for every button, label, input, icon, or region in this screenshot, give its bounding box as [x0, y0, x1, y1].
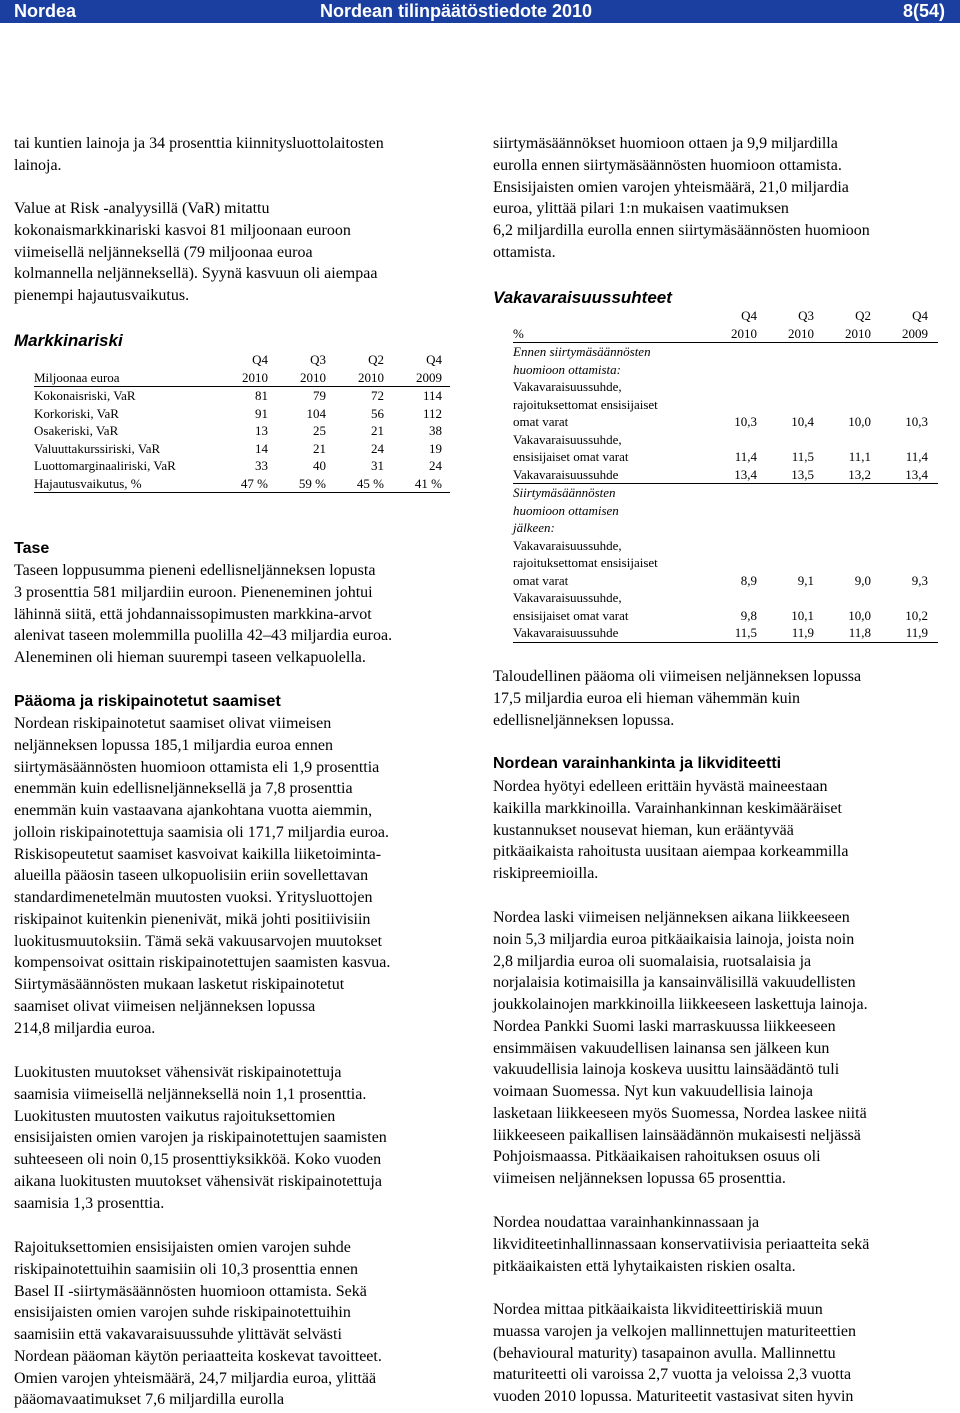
value-cell: 79	[313, 388, 326, 403]
value-cell: 8,9	[740, 572, 757, 588]
row-label: Vakavaraisuussuhde, rajoituksettomat ensisijaiset omat varat	[513, 537, 658, 588]
row-label: Kokonaisriski, VaR	[34, 388, 136, 403]
value-cell: 11,9	[871, 624, 938, 642]
row-label: Vakavaraisuussuhde	[513, 624, 700, 642]
row-label: Osakeriski, VaR	[34, 423, 119, 438]
company-name: Nordea	[14, 1, 77, 21]
table-subheading-row	[513, 484, 938, 537]
table-row	[34, 440, 450, 458]
table-row	[34, 475, 450, 493]
paragraph-loans-continued: tai kuntien lainoja ja 34 prosenttia kiinnitysluottolaitosten lainoja.	[14, 135, 384, 174]
value-cell: 10,0	[848, 414, 871, 429]
table-row	[513, 431, 938, 466]
paragraph-long-term-issuance: Nordea laski viimeisen neljänneksen aikana liikkeeseen noin 5,3 miljardia euroa pitkäaikaisia lainoja, joista noin 2,8 miljardia euroa oli suomalaisia, ruotsalaisia ja norjalaisia kotimaisilla ja kansainvälisillä vakuudellisten joukkolainojen markkinoilla liikkeeseen laskettuja lainoja. Nordea Pankki Suomi laski marraskuussa liikkeeseen ensimmäisen vakuudellisen lainansa sen jälkeen kun vakuudellisia lainoja koskeva uusittu lainsäädäntö tuli voimaan Suomessa. Nyt kun vakuudellisia lainoja lasketaan liikkeeseen myös Suomessa, Nordea laskee niitä liikkeeseen paikallisen lainsäädännön mukaisesti neljässä Pohjoismaassa. Pitkäaikaisen rahoituksen osuus oli viimeisen neljänneksen lopussa 65 prosenttia.	[493, 909, 868, 1187]
column-header: Q4	[252, 352, 268, 367]
value-cell: 19	[429, 440, 442, 456]
page-number: 8(54)	[902, 1, 945, 21]
table-row	[513, 466, 938, 484]
column-header: Q2	[855, 308, 871, 323]
value-cell: 81	[255, 388, 268, 403]
column-header: Q4	[741, 308, 757, 323]
value-cell: 13	[255, 423, 268, 438]
value-cell: 114	[422, 388, 442, 403]
table-row	[34, 422, 450, 440]
page-header	[0, 0, 960, 23]
value-cell: 24	[429, 458, 442, 473]
value-cell: 13,5	[757, 466, 814, 484]
row-header-label: %	[513, 325, 700, 343]
value-cell: 112	[422, 405, 442, 421]
value-cell: 38	[429, 423, 442, 438]
column-header: 2010	[210, 369, 268, 387]
paragraph-core-tier1: Rajoituksettomien ensisijaisten omien varojen suhde riskipainotettuihin saamisiin oli 10,3 prosenttia ennen Basel II -siirtymäsäännösten huomioon ottamista. Sekä ensisijaisten omien varojen suhde riskipainotettuihin saamisiin että vakavaraisuussuhde ylittävät selvästi Nordean pääoman käytön periaatteita koskevat tavoitteet. Omien varojen yhteismäärä, 24,7 miljardia euroa, ylittää pääomavaatimukset 7,6 miljardilla eurolla	[14, 1239, 382, 1409]
paragraph-rwa: Nordean riskipainotetut saamiset olivat viimeisen neljänneksen lopussa 185,1 miljardia euroa ennen siirtymäsäännösten huomioon ottamista eli 1,9 prosenttia enemmän kuin edellisneljänneksellä ja 7,8 prosenttia enemmän kuin vastaavana ajankohtana vuotta aiemmin, jolloin riskipainotettuja saamisia oli 171,7 miljardia euroa. Riskisopeutetut saamiset kasvoivat kaikilla liiketoiminta- alueilla pääosin taseen ulkopuolisiin eriin sovellettavan standardimenetelmän muutosten vuoksi. Yritysluottojen riskipainot kuitenkin pienenivät, mikä johti positiivisiin luokitusmuutoksiin. Tämä sekä vakuusarvojen muutokset kompensoivat osittain riskipainotettujen saamisten kasvua. Siirtymäsäännösten mukaan lasketut riskipainotetut saamiset olivat viimeisen neljänneksen lopussa 214,8 miljardia euroa.	[14, 715, 391, 1037]
column-header: 2009	[871, 325, 938, 343]
column-header: 2010	[700, 325, 757, 343]
value-cell: 11,8	[814, 624, 871, 642]
table-header-row	[34, 351, 450, 369]
row-label: Luottomarginaaliriski, VaR	[34, 458, 176, 473]
heading-capital-ratios: Vakavaraisuussuhteet	[493, 288, 672, 307]
heading-market-risk: Markkinariski	[14, 331, 123, 350]
paragraph-rating-migration: Luokitusten muutokset vähensivät riskipainotettuja saamisia viimeisellä neljänneksellä noin 1,1 prosenttia. Luokitusten muutosten vaikutus rajoituksettomien ensisijaisten omien varojen ja riskipainotettujen saamisten suhteeseen oli noin 0,15 prosenttiyksikköä. Koko vuoden aikana luokitusten muutokset vähensivät riskipainotettuja saamisia 1,3 prosenttia.	[14, 1064, 387, 1212]
value-cell: 11,5	[791, 449, 814, 464]
value-cell: 31	[371, 458, 384, 473]
column-header: 2010	[326, 369, 384, 387]
paragraph-funding-costs: Nordea hyötyi edelleen erittäin hyvästä maineestaan kaikilla markkinoilla. Varainhankinnan keskimääräiset kustannukset nousevat hieman, kun erääntyvää pitkäaikaista rahoitusta uusitaan aiempaa korkeammilla riskipreemioilla.	[493, 778, 849, 882]
value-cell: 10,0	[848, 607, 871, 623]
value-cell: 24	[371, 440, 384, 456]
section-label: Siirtymäsäännösten huomioon ottamisen jälkeen:	[513, 485, 619, 535]
table-row	[513, 537, 938, 590]
value-cell: 11,4	[905, 449, 928, 464]
value-cell: 25	[313, 423, 326, 438]
table-row	[513, 624, 938, 642]
column-header: 2009	[384, 369, 450, 387]
column-header: Q4	[912, 308, 928, 323]
value-cell: 21	[313, 440, 326, 456]
value-cell: 41 %	[384, 475, 450, 493]
value-cell: 10,3	[905, 414, 928, 429]
column-header: 2010	[757, 325, 814, 343]
table-row	[513, 589, 938, 624]
column-header: 2010	[814, 325, 871, 343]
row-label: Vakavaraisuussuhde, ensisijaiset omat varat	[513, 590, 629, 623]
value-cell: 47 %	[210, 475, 268, 493]
value-cell: 10,3	[734, 414, 757, 429]
value-cell: 11,4	[734, 449, 757, 464]
heading-funding-liquidity: Nordean varainhankinta ja likviditeetti	[493, 755, 782, 772]
value-cell: 9,3	[911, 572, 928, 588]
value-cell: 13,2	[814, 466, 871, 484]
value-cell: 11,1	[848, 449, 871, 464]
heading-balance-sheet: Tase	[14, 540, 50, 557]
column-header: 2010	[268, 369, 326, 387]
value-cell: 72	[371, 388, 384, 403]
table-header-row	[513, 325, 938, 343]
row-header-label	[34, 351, 210, 369]
value-cell: 21	[371, 423, 384, 438]
paragraph-economic-capital: Taloudellinen pääoma oli viimeisen neljänneksen lopussa 17,5 miljardia euroa eli hieman vähemmän kuin edellisneljänneksen lopussa.	[493, 668, 862, 729]
value-cell: 33	[255, 458, 268, 473]
value-cell: 11,5	[700, 624, 757, 642]
value-cell: 9,0	[854, 572, 871, 588]
row-label: Hajautusvaikutus, %	[34, 475, 210, 493]
table-row	[34, 405, 450, 423]
value-cell: 9,8	[740, 607, 757, 623]
row-label: Korkoriski, VaR	[34, 405, 119, 421]
value-cell: 14	[255, 440, 268, 456]
table-row	[34, 457, 450, 475]
value-cell: 45 %	[326, 475, 384, 493]
table-header-row	[513, 307, 938, 325]
table-subheading-row	[513, 343, 938, 379]
row-label: Vakavaraisuussuhde, ensisijaiset omat varat	[513, 431, 629, 464]
value-cell: 10,4	[791, 414, 814, 429]
value-cell: 10,1	[791, 607, 814, 623]
table-row	[513, 378, 938, 431]
row-label: Vakavaraisuussuhde	[513, 466, 700, 484]
column-header: Q3	[798, 308, 814, 323]
value-cell: 13,4	[700, 466, 757, 484]
paragraph-conservative-principles: Nordea noudattaa varainhankinnassaan ja likviditeetinhallinnassaan konservatiivisia periaatteita sekä pitkäaikaisten että lyhytaikaisten riskien osalta.	[493, 1214, 870, 1275]
capital-ratios-table	[513, 307, 938, 643]
value-cell: 91	[255, 405, 268, 421]
value-cell: 13,4	[871, 466, 938, 484]
row-label: Valuuttakurssiriski, VaR	[34, 440, 161, 456]
heading-capital: Pääoma ja riskipainotetut saamiset	[14, 693, 281, 710]
value-cell: 10,2	[905, 607, 928, 623]
column-header: Q4	[426, 352, 442, 367]
column-header: Q3	[310, 352, 326, 367]
market-risk-table	[34, 351, 450, 493]
paragraph-capital-continued: siirtymäsäännökset huomioon ottaen ja 9,9 miljardilla eurolla ennen siirtymäsäännösten huomioon ottamista. Ensisijaisten omien varojen yhteismäärä, 21,0 miljardia euroa, ylittää pilari 1:n mukaisen vaatimuksen 6,2 miljardilla eurolla ennen siirtymäsäännösten huomioon ottamista.	[493, 135, 870, 261]
paragraph-behavioural-maturity: Nordea mittaa pitkäaikaista likviditeettiriskiä muun muassa varojen ja velkojen mallinnettujen maturiteettien (behavioural maturity) tasapainon avulla. Mallinnettu maturiteetti oli varoissa 2,7 vuotta ja veloissa 2,3 vuotta vuoden 2010 lopussa. Maturiteetit vastasivat siten hyvin	[493, 1301, 856, 1405]
row-label: Vakavaraisuussuhde, rajoituksettomat ensisijaiset omat varat	[513, 379, 658, 429]
section-label: Ennen siirtymäsäännösten huomioon ottamista:	[513, 344, 651, 377]
value-cell: 104	[306, 405, 326, 421]
table-row	[34, 387, 450, 405]
value-cell: 11,9	[757, 624, 814, 642]
value-cell: 40	[313, 458, 326, 473]
document-title: Nordean tilinpäätöstiedote 2010	[320, 1, 593, 21]
table-header-row	[34, 369, 450, 387]
row-header-label: Miljoonaa euroa	[34, 369, 210, 387]
value-cell: 56	[371, 405, 384, 421]
column-header: Q2	[368, 352, 384, 367]
value-cell: 59 %	[268, 475, 326, 493]
paragraph-var: Value at Risk -analyysillä (VaR) mitattu kokonaismarkkinariski kasvoi 81 miljoonaan euroon viimeisellä neljänneksellä (79 miljoonaa euroa kolmannella neljänneksellä). Syynä kasvuun oli aiempaa pienempi hajautusvaikutus.	[14, 200, 378, 304]
paragraph-balance-sheet: Taseen loppusumma pieneni edellisneljänneksen lopusta 3 prosenttia 581 miljardiin euroon. Pieneneminen johtui lähinnä siitä, että johdannaissopimusten markkina-arvot alenivat taseen molemmilla puolilla 42–43 miljardia euroa. Aleneminen oli hieman suurempi taseen velkapuolella.	[14, 562, 393, 666]
value-cell: 9,1	[797, 572, 814, 588]
row-header-label	[513, 307, 700, 325]
